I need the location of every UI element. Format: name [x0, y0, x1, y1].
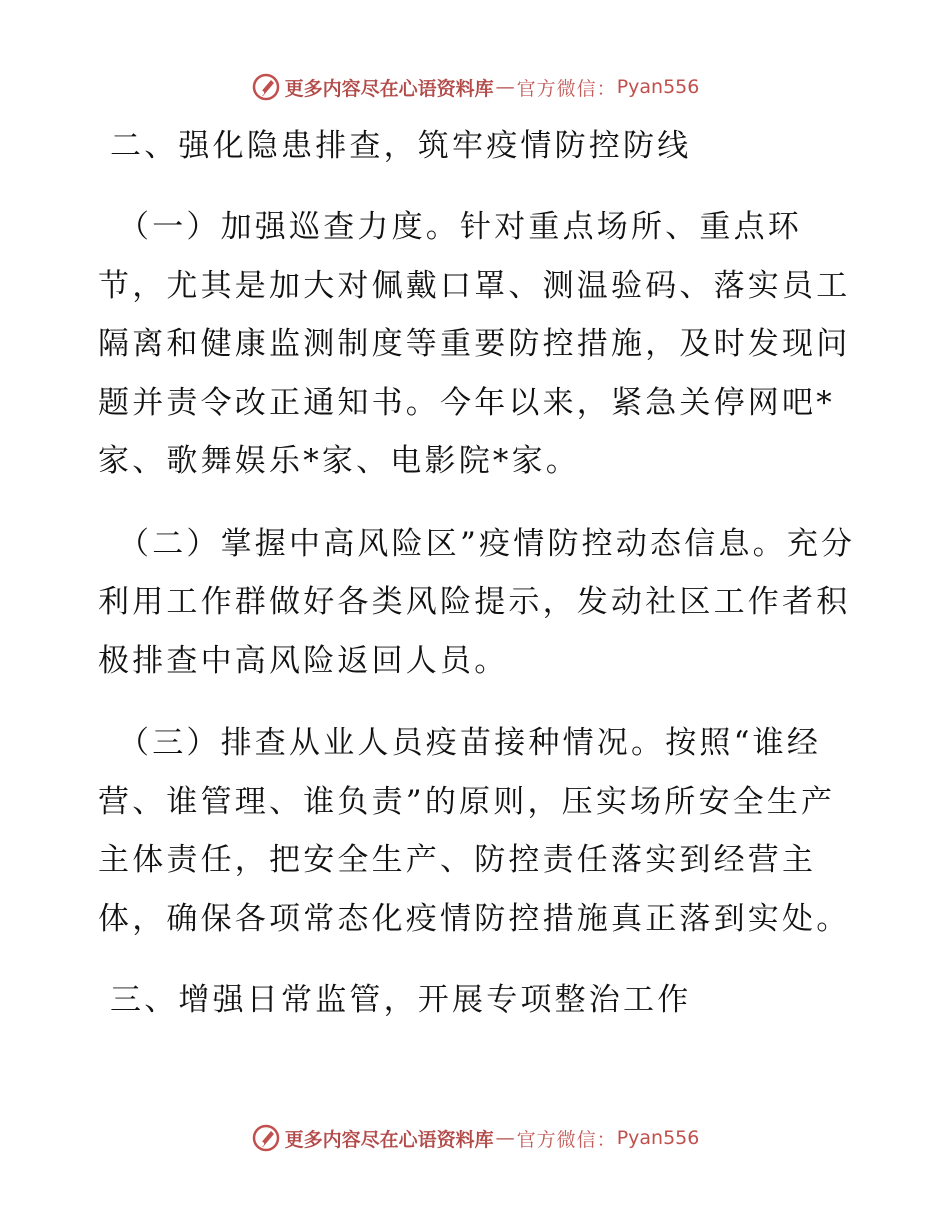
wechat-label: 官方微信：	[516, 77, 617, 100]
paragraph-vaccination: （三）排查从业人员疫苗接种情况。按照“谁经营、谁管理、谁负责”的原则，压实场所安全生产主体责任，把安全生产、防控责任落实到经营主体，确保各项常态化疫情防控措施真正落到实处。	[98, 725, 851, 937]
separator-dash: —	[495, 76, 515, 98]
section-heading-3: 三、增强日常监管，开展专项整治工作	[110, 982, 692, 1018]
wechat-label: 官方微信：	[516, 1128, 617, 1151]
site-name-text: 更多内容尽在心语资料库	[284, 1128, 494, 1151]
paragraph-risk-info: （二）掌握中高风险区”疫情防控动态信息。充分利用工作群做好各类风险提示，发动社区工作者积极排查中高风险返回人员。	[98, 525, 856, 679]
wechat-id: Pyan556	[616, 76, 700, 98]
pen-logo-icon	[251, 1123, 281, 1153]
section-heading-2: 二、强化隐患排查，筑牢疫情防控防线	[110, 128, 692, 164]
paragraph-inspection: （一）加强巡查力度。针对重点场所、重点环节，尤其是加大对佩戴口罩、测温验码、落实员工隔离和健康监测制度等重要防控措施，及时发现问题并责令改正通知书。今年以来，紧急关停网吧*家、歌舞娱乐*家、电影院*家。	[98, 209, 851, 479]
document-body	[98, 118, 858, 1028]
footer-watermark-banner	[0, 1123, 950, 1153]
header-watermark-banner	[0, 72, 950, 102]
wechat-id: Pyan556	[616, 1127, 700, 1149]
pen-logo-icon	[251, 72, 281, 102]
separator-dash: —	[495, 1127, 515, 1149]
site-name-text: 更多内容尽在心语资料库	[284, 77, 494, 100]
